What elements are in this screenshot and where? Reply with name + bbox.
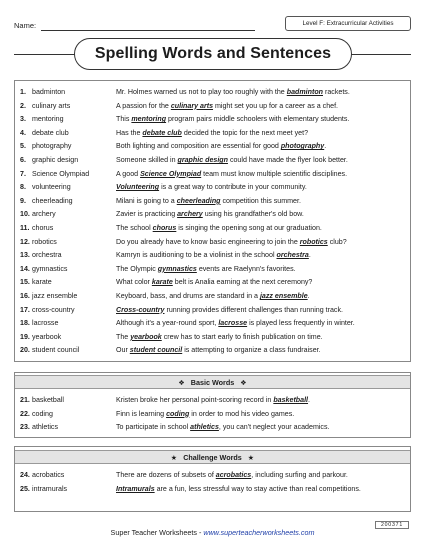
item-number: 3. [20,115,26,124]
list-item [15,195,410,207]
sentence-end: is a great way to contribute in your community. [159,183,307,192]
item-number: 4. [20,128,26,137]
spelling-word: badminton [32,88,66,96]
item-number: 11. [20,224,30,232]
list-item [15,249,410,261]
sentence-keyword: badminton [286,88,323,96]
spelling-word: athletics [32,423,59,432]
list-item [15,113,410,125]
sentence-keyword: Science Olympiad [140,169,202,178]
item-number: 7. [20,169,26,178]
sentence-end: is played less frequently in winter. [247,319,355,328]
list-item [15,154,410,166]
example-sentence [116,421,330,433]
sentence-keyword: archery [177,210,203,219]
list-item [15,140,410,152]
challenge-words-label: Challenge Words [183,453,242,462]
sentence-end: . [308,396,311,404]
sentence-keyword: debate club [142,128,182,137]
spelling-word: yearbook [32,332,62,341]
sentence-keyword: acrobatics [215,471,252,479]
sentence-start: There are dozens of subsets of [116,471,216,479]
sentence-start: Finn is learning [116,409,167,418]
sentence-start: This [116,115,132,124]
spelling-word: robotics [32,237,57,246]
list-item [15,263,410,275]
sentence-keyword: robotics [299,237,328,246]
item-number: 21. [20,396,30,404]
item-number: 22. [20,409,30,418]
list-item [15,331,410,343]
item-number: 20. [20,346,30,355]
sentence-end: is singing the opening song at our graduation. [176,224,322,232]
sentence-start: Has the [116,128,143,137]
example-sentence [116,222,322,234]
footer [0,528,425,537]
example-sentence [116,344,321,356]
spelling-word: coding [32,409,53,418]
list-item [15,222,410,234]
sentence-start: Do you already have to know basic engineering to join the [116,237,300,246]
sentence-start: Both lighting and composition are essential for good [116,142,281,151]
spelling-word: jazz ensemble [32,292,78,300]
challenge-words-heading [15,450,410,464]
sentence-start: Keyboard, bass, and drums are standard in a [116,292,260,300]
spelling-word: orchestra [32,251,62,260]
example-sentence [116,195,301,207]
sentence-end: program pairs middle schoolers with elementary students. [166,115,350,124]
spelling-word: cheerleading [32,196,73,205]
sentence-keyword: graphic design [177,156,228,164]
spelling-word: culinary arts [32,101,71,110]
example-sentence [116,484,406,494]
sentence-keyword: culinary arts [170,101,214,110]
item-number: 17. [20,305,30,314]
spelling-word: mentoring [32,115,64,124]
sentence-keyword: Volunteering [116,183,160,192]
list-item [15,469,410,481]
list-item [15,276,410,288]
sentence-start: Kristen broke her personal point-scoring record in [116,396,274,404]
sentence-keyword: cheerleading [176,196,221,205]
example-sentence [116,154,348,166]
sentence-start: A good [116,169,141,178]
sentence-keyword: coding [166,409,190,418]
footer-url[interactable]: www.superteacherworksheets.com [203,528,315,537]
example-sentence [116,100,338,112]
star-icon: ★ [247,453,255,462]
example-sentence [116,469,348,481]
sentence-start: Someone skilled in [116,156,178,164]
sentence-end: competition this summer. [220,196,301,205]
item-number: 6. [20,156,26,164]
item-number: 13. [20,251,30,260]
example-sentence [116,331,323,343]
example-sentence [116,276,312,288]
sentence-keyword: photography [280,142,325,151]
example-sentence [116,127,308,139]
spelling-word: student council [32,346,80,355]
list-item [15,317,410,329]
item-number: 1. [20,88,26,96]
sentence-end: using his grandfather's old bow. [202,210,304,219]
sentence-start: The Olympic [116,264,158,273]
spelling-word: photography [32,142,72,151]
sentence-end: . [307,292,310,300]
item-number: 10. [20,210,30,219]
example-sentence [116,408,294,420]
list-item [15,181,410,193]
list-item [15,408,410,420]
list-item [15,86,410,98]
header [14,16,411,36]
footer-site: Super Teacher Worksheets - [110,528,204,537]
list-item [15,208,410,220]
example-sentence [116,304,343,316]
sentence-keyword: mentoring [131,115,167,124]
page-title: Spelling Words and Sentences [74,38,352,70]
item-number: 15. [20,278,30,287]
worksheet-code: 200371 [375,521,409,529]
list-item [15,168,410,180]
example-sentence [116,140,326,152]
sentence-end: decided the topic for the next meet yet? [181,128,309,137]
spelling-word: debate club [32,128,69,137]
example-sentence [116,249,311,261]
sentence-end: might set you up for a career as a chef. [213,101,339,110]
spelling-word: lacrosse [32,319,59,328]
spelling-word: intramurals [32,485,68,493]
diamond-icon: ❖ [178,378,185,387]
sentence-start: The [116,332,131,341]
sentence-keyword: Cross-country [116,305,165,314]
basic-words-label: Basic Words [190,378,235,387]
list-item [15,344,410,356]
sentence-end: are a fun, less stressful way to stay active than real competitions. [154,485,361,493]
sentence-start: To participate in school [116,423,191,432]
item-number: 5. [20,142,26,151]
spelling-word: karate [32,278,52,287]
sentence-keyword: basketball [273,396,309,404]
item-number: 19. [20,332,30,341]
item-number: 24. [20,471,30,479]
sentence-start: Our [116,346,130,355]
star-icon: ★ [170,453,178,462]
challenge-word-panel [14,446,411,512]
sentence-start: Milani is going to a [116,196,177,205]
spelling-word: volunteering [32,183,71,192]
main-word-panel [14,80,411,362]
item-number: 25. [20,485,30,493]
example-sentence [116,113,349,125]
spelling-word: cross-country [32,305,75,314]
example-sentence [116,317,355,329]
sentence-end: . [308,251,311,260]
example-sentence [116,394,310,406]
sentence-end: , you can't neglect your academics. [218,423,330,432]
example-sentence [116,208,304,220]
example-sentence [116,181,307,193]
item-number: 14. [20,264,30,273]
sentence-keyword: karate [151,278,173,287]
item-number: 23. [20,423,30,432]
item-number: 8. [20,183,26,192]
spelling-word: graphic design [32,156,79,164]
sentence-end: could have made the flyer look better. [227,156,348,164]
list-item [15,100,410,112]
item-number: 12. [20,237,30,246]
spelling-word: gymnastics [32,264,68,273]
sentence-keyword: chorus [152,224,177,232]
list-item [15,127,410,139]
diamond-icon: ❖ [240,378,247,387]
sentence-start: Mr. Holmes warned us not to play too roughly with the [116,88,287,96]
spelling-word: archery [32,210,56,219]
list-item [15,304,410,316]
item-number: 18. [20,319,30,328]
sentence-start: What color [116,278,152,287]
sentence-keyword: gymnastics [157,264,197,273]
sentence-start: Zavier is practicing [116,210,178,219]
sentence-keyword: orchestra [276,251,309,260]
item-number: 9. [20,196,26,205]
item-number: 2. [20,101,26,110]
sentence-keyword: student council [129,346,183,355]
list-item [15,236,410,248]
sentence-keyword: Intramurals [116,485,155,493]
sentence-end: belt is Analia earning at the next ceremony? [172,278,313,287]
sentence-end: team must know multiple scientific disciplines. [201,169,348,178]
spelling-word: chorus [32,224,54,232]
name-label: Name: [14,21,37,30]
example-sentence [116,236,347,248]
sentence-end: . [324,142,327,151]
spelling-word: acrobatics [32,471,65,479]
basic-word-panel [14,372,411,438]
level-badge: Level F: Extracurricular Activities [285,16,411,31]
sentence-start: The school [116,224,153,232]
sentence-end: rackets. [323,88,350,96]
sentence-end: events are Raelynn's favorites. [196,264,296,273]
list-item [15,290,410,302]
list-item [15,421,410,433]
example-sentence [116,86,350,98]
sentence-start: Kamryn is auditioning to be a violinist in the school [116,251,277,260]
sentence-end: crew has to start early to finish publication on time. [161,332,323,341]
list-item [15,483,410,495]
list-item [15,394,410,406]
sentence-end: is attempting to organize a class fundraiser. [182,346,321,355]
name-line [41,30,255,31]
sentence-end: in order to mod his video games. [189,409,295,418]
spelling-word: Science Olympiad [32,169,90,178]
sentence-keyword: athletics [190,423,219,432]
sentence-keyword: yearbook [130,332,162,341]
sentence-end: club? [327,237,347,246]
sentence-end: , including surfing and parkour. [251,471,348,479]
sentence-keyword: lacrosse [218,319,248,328]
example-sentence [116,168,347,180]
example-sentence [116,263,296,275]
example-sentence [116,290,310,302]
item-number: 16. [20,292,30,300]
sentence-start: Although it's a year-round sport, [116,319,219,328]
basic-words-heading [15,375,410,389]
sentence-start: A passion for the [116,101,171,110]
sentence-end: running provides different challenges than running track. [164,305,343,314]
spelling-word: basketball [32,396,64,404]
sentence-keyword: jazz ensemble [259,292,308,300]
